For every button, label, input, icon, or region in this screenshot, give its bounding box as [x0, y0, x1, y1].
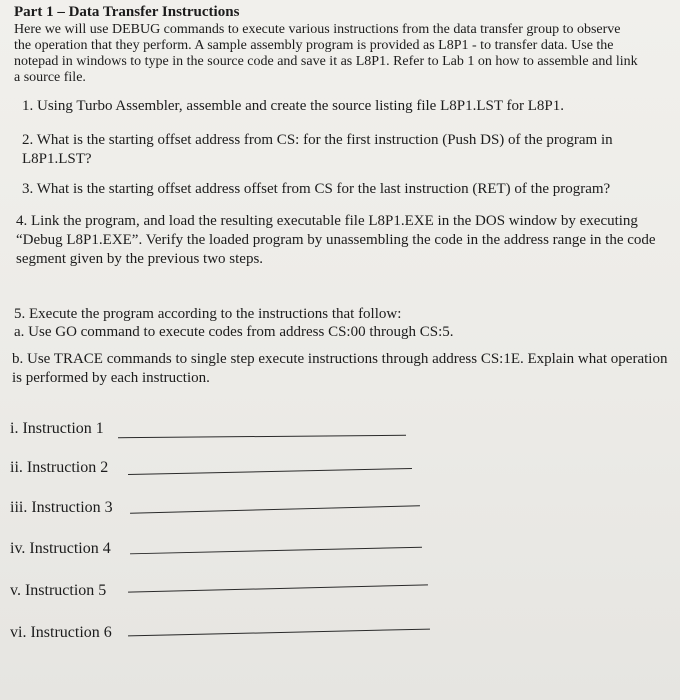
answer-row — [10, 582, 430, 606]
answer-line[interactable] — [128, 468, 412, 475]
answer-row — [10, 420, 430, 444]
question-1: 1. Using Turbo Assembler, assemble and create the source listing file L8P1.LST for L8P1. — [22, 98, 564, 114]
question-3: 3. What is the starting offset address offset from CS for the last instruction (RET) of the program? — [22, 181, 611, 197]
answer-row — [10, 459, 430, 483]
answer-line[interactable] — [128, 629, 430, 637]
answer-row — [10, 624, 430, 648]
answer-line[interactable] — [118, 435, 406, 439]
answer-label: iv. Instruction 4 — [10, 540, 111, 557]
question-4: 4. Link the program, and load the resulting executable file L8P1.EXE in the DOS window by executing “Debug L8P1.EXE”. Verify the loaded program by unassembling the code in the address range in the code segment given by the previous two steps. — [16, 213, 656, 267]
question-5b: b. Use TRACE commands to single step execute instructions through address CS:1E. Explain what operation is performed by each instruction. — [12, 351, 668, 386]
answer-line[interactable] — [130, 547, 422, 555]
question-2: 2. What is the starting offset address from CS: for the first instruction (Push DS) of the program in L8P1.LST? — [22, 132, 613, 167]
answer-label: v. Instruction 5 — [10, 582, 107, 599]
answer-label: i. Instruction 1 — [10, 420, 104, 437]
answer-row — [10, 540, 430, 564]
answer-row — [10, 499, 430, 523]
part-title: Part 1 – Data Transfer Instructions — [14, 4, 240, 20]
answer-label: iii. Instruction 3 — [10, 499, 113, 516]
answer-line[interactable] — [128, 584, 428, 592]
question-5a: a. Use GO command to execute codes from address CS:00 through CS:5. — [14, 324, 454, 340]
answer-label: ii. Instruction 2 — [10, 459, 109, 476]
intro-paragraph: Here we will use DEBUG commands to execute various instructions from the data transfer group to observe the operation that they perform. A sample assembly program is provided as L8P1 - to transfer data. Use the notepad in windows to type in the source code and save it as L8P1. Refer to Lab 1 on how to assemble and link a source file. — [14, 22, 638, 85]
answer-label: vi. Instruction 6 — [10, 624, 112, 641]
question-5: 5. Execute the program according to the instructions that follow: — [14, 306, 402, 322]
answer-line[interactable] — [130, 505, 420, 514]
